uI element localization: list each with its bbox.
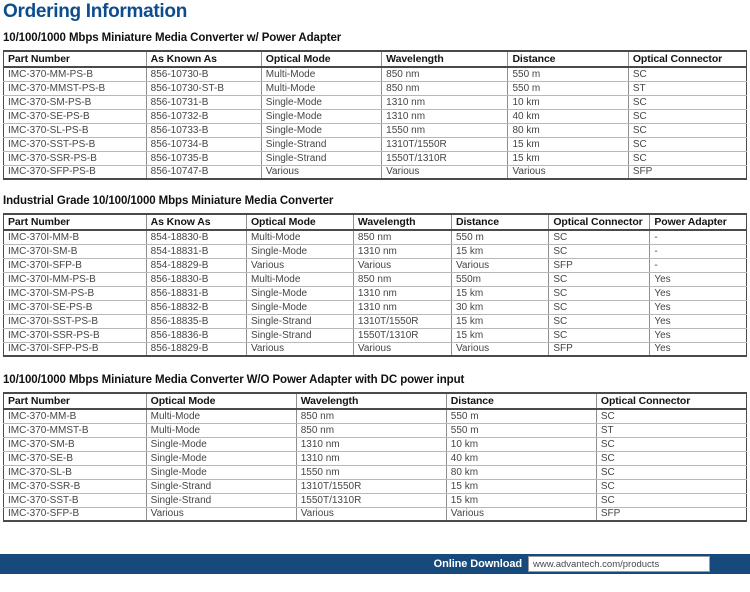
table-cell: SC: [596, 409, 746, 423]
table-cell: IMC-370-MM-B: [4, 409, 147, 423]
table-cell: 550 m: [451, 230, 548, 244]
table-cell: 850 nm: [296, 423, 446, 437]
table-row: [4, 493, 747, 507]
table-cell: 10 km: [446, 437, 596, 451]
table-cell: Single-Strand: [246, 328, 353, 342]
table-cell: 850 nm: [382, 81, 508, 95]
download-url-link[interactable]: www.advantech.com/products: [528, 556, 710, 572]
table-cell: Multi-Mode: [146, 409, 296, 423]
table-cell: Multi-Mode: [261, 67, 381, 81]
table-cell: 30 km: [451, 300, 548, 314]
column-header: Optical Mode: [261, 51, 381, 67]
table-cell: IMC-370I-SE-PS-B: [4, 300, 147, 314]
table-cell: IMC-370-MM-PS-B: [4, 67, 147, 81]
table-cell: Single-Strand: [261, 151, 381, 165]
table-cell: IMC-370-SM-B: [4, 437, 147, 451]
table-row: [4, 123, 747, 137]
table-cell: Single-Mode: [146, 451, 296, 465]
table-cell: Multi-Mode: [246, 272, 353, 286]
table-header: [4, 393, 747, 409]
table-cell: 1550 nm: [382, 123, 508, 137]
table-cell: 1550 nm: [296, 465, 446, 479]
header-row: [4, 393, 747, 409]
column-header: Wavelength: [296, 393, 446, 409]
table-cell: 550 m: [446, 423, 596, 437]
table-cell: Various: [446, 507, 596, 521]
table-cell: 850 nm: [353, 230, 451, 244]
table-cell: SC: [596, 437, 746, 451]
online-download-bar: [0, 554, 750, 574]
table-row: [4, 81, 747, 95]
table-cell: Various: [451, 342, 548, 356]
table-cell: 1550T/1310R: [353, 328, 451, 342]
table-row: [4, 437, 747, 451]
table-cell: 856-10735-B: [146, 151, 261, 165]
table-cell: IMC-370-SL-PS-B: [4, 123, 147, 137]
table-cell: SC: [628, 123, 746, 137]
table-cell: IMC-370I-MM-PS-B: [4, 272, 147, 286]
table-cell: IMC-370I-SM-B: [4, 244, 147, 258]
page-title: Ordering Information: [3, 1, 188, 22]
table-body: [4, 409, 747, 521]
table-cell: 856-10730-ST-B: [146, 81, 261, 95]
table-cell: SC: [628, 109, 746, 123]
table-row: [4, 165, 747, 179]
table-cell: 15 km: [508, 137, 628, 151]
table-body: [4, 230, 747, 356]
table-cell: IMC-370-MMST-B: [4, 423, 147, 437]
table-cell: 1310 nm: [353, 286, 451, 300]
table-cell: Various: [296, 507, 446, 521]
table-row: [4, 286, 747, 300]
section-heading: 10/100/1000 Mbps Miniature Media Converter w/ Power Adapter: [3, 32, 342, 44]
table-cell: 40 km: [446, 451, 596, 465]
ordering-table: [3, 392, 747, 522]
header-row: [4, 214, 747, 230]
table-cell: 854-18831-B: [146, 244, 246, 258]
ordering-table: [3, 213, 747, 357]
table-cell: 15 km: [451, 314, 548, 328]
table-cell: IMC-370-SE-PS-B: [4, 109, 147, 123]
table-row: [4, 409, 747, 423]
product-section: [3, 374, 747, 522]
table-cell: 1550T/1310R: [382, 151, 508, 165]
column-header: Optical Mode: [146, 393, 296, 409]
column-header: Part Number: [4, 51, 147, 67]
table-row: [4, 244, 747, 258]
table-cell: Various: [508, 165, 628, 179]
table-cell: 854-18829-B: [146, 258, 246, 272]
column-header: Distance: [451, 214, 548, 230]
table-cell: Various: [353, 258, 451, 272]
header-row: [4, 51, 747, 67]
table-row: [4, 507, 747, 521]
table-cell: Multi-Mode: [261, 81, 381, 95]
column-header: Optical Connector: [549, 214, 650, 230]
column-header: As Known As: [146, 51, 261, 67]
table-cell: Single-Mode: [146, 465, 296, 479]
table-cell: 15 km: [446, 479, 596, 493]
table-cell: 80 km: [508, 123, 628, 137]
column-header: Wavelength: [353, 214, 451, 230]
table-cell: Yes: [650, 300, 747, 314]
table-header: [4, 51, 747, 67]
table-cell: 1310 nm: [382, 109, 508, 123]
table-cell: 856-18835-B: [146, 314, 246, 328]
table-cell: IMC-370-SE-B: [4, 451, 147, 465]
table-cell: 1310T/1550R: [296, 479, 446, 493]
table-row: [4, 95, 747, 109]
table-row: [4, 109, 747, 123]
table-cell: SC: [549, 286, 650, 300]
table-cell: 15 km: [446, 493, 596, 507]
table-row: [4, 258, 747, 272]
table-cell: 550 m: [508, 67, 628, 81]
table-cell: Single-Strand: [261, 137, 381, 151]
product-section: [3, 195, 747, 357]
table-cell: SC: [628, 67, 746, 81]
table-cell: SC: [549, 230, 650, 244]
table-cell: 1310 nm: [296, 451, 446, 465]
online-download-label: Online Download: [433, 558, 522, 570]
table-cell: 15 km: [451, 244, 548, 258]
table-cell: 856-10733-B: [146, 123, 261, 137]
table-cell: IMC-370I-SFP-B: [4, 258, 147, 272]
table-row: [4, 465, 747, 479]
table-cell: IMC-370I-MM-B: [4, 230, 147, 244]
table-cell: -: [650, 230, 747, 244]
table-cell: SC: [596, 493, 746, 507]
table-cell: 850 nm: [296, 409, 446, 423]
table-cell: SC: [549, 328, 650, 342]
table-cell: 1310T/1550R: [382, 137, 508, 151]
sections-container: [0, 32, 750, 522]
product-section: [3, 32, 747, 180]
table-cell: 1310 nm: [382, 95, 508, 109]
table-cell: Multi-Mode: [146, 423, 296, 437]
table-cell: Single-Mode: [261, 109, 381, 123]
table-cell: 856-10747-B: [146, 165, 261, 179]
table-cell: Various: [353, 342, 451, 356]
table-cell: 550m: [451, 272, 548, 286]
table-cell: 856-10734-B: [146, 137, 261, 151]
table-cell: 856-10731-B: [146, 95, 261, 109]
table-header: [4, 214, 747, 230]
section-heading: Industrial Grade 10/100/1000 Mbps Miniature Media Converter: [3, 195, 334, 207]
table-cell: 40 km: [508, 109, 628, 123]
table-cell: IMC-370-MMST-PS-B: [4, 81, 147, 95]
table-cell: IMC-370I-SFP-PS-B: [4, 342, 147, 356]
column-header: Optical Connector: [628, 51, 746, 67]
table-cell: SC: [596, 465, 746, 479]
column-header: Part Number: [4, 393, 147, 409]
table-cell: -: [650, 258, 747, 272]
table-cell: 856-18832-B: [146, 300, 246, 314]
table-cell: Various: [451, 258, 548, 272]
table-cell: IMC-370-SFP-B: [4, 507, 147, 521]
table-cell: SC: [596, 451, 746, 465]
table-row: [4, 151, 747, 165]
table-cell: IMC-370-SST-B: [4, 493, 147, 507]
table-cell: SC: [549, 300, 650, 314]
table-cell: 1310 nm: [296, 437, 446, 451]
column-header: As Know As: [146, 214, 246, 230]
table-cell: 854-18830-B: [146, 230, 246, 244]
table-cell: SFP: [549, 342, 650, 356]
table-row: [4, 479, 747, 493]
table-cell: 15 km: [451, 286, 548, 300]
table-cell: Yes: [650, 328, 747, 342]
table-cell: SC: [596, 479, 746, 493]
table-cell: Yes: [650, 314, 747, 328]
table-cell: IMC-370I-SM-PS-B: [4, 286, 147, 300]
table-cell: 1310 nm: [353, 244, 451, 258]
table-row: [4, 342, 747, 356]
table-cell: Single-Strand: [146, 493, 296, 507]
table-cell: SFP: [549, 258, 650, 272]
column-header: Power Adapter: [650, 214, 747, 230]
table-body: [4, 67, 747, 179]
table-cell: IMC-370-SST-PS-B: [4, 137, 147, 151]
table-cell: SC: [628, 95, 746, 109]
column-header: Optical Mode: [246, 214, 353, 230]
table-cell: Various: [382, 165, 508, 179]
table-cell: 850 nm: [382, 67, 508, 81]
section-heading: 10/100/1000 Mbps Miniature Media Converter W/O Power Adapter with DC power input: [3, 374, 465, 386]
ordering-table: [3, 50, 747, 180]
table-cell: 856-18831-B: [146, 286, 246, 300]
table-cell: 850 nm: [353, 272, 451, 286]
table-cell: SFP: [600, 508, 621, 520]
table-cell: Yes: [650, 286, 747, 300]
table-cell: Various: [246, 342, 353, 356]
table-cell: 856-10732-B: [146, 109, 261, 123]
table-cell: 550 m: [446, 409, 596, 423]
table-row: [4, 137, 747, 151]
table-cell: 856-18830-B: [146, 272, 246, 286]
table-cell: Single-Strand: [146, 479, 296, 493]
column-header: Optical Connector: [596, 393, 746, 409]
table-row: [4, 272, 747, 286]
table-cell: ST: [596, 423, 746, 437]
table-cell: IMC-370-SSR-PS-B: [4, 151, 147, 165]
table-cell: SC: [628, 151, 746, 165]
table-cell: 1310 nm: [353, 300, 451, 314]
table-cell: Various: [246, 258, 353, 272]
table-cell: IMC-370-SFP-PS-B: [4, 165, 147, 179]
table-cell: 1310T/1550R: [353, 314, 451, 328]
table-cell: Multi-Mode: [246, 230, 353, 244]
table-cell: Single-Mode: [246, 244, 353, 258]
table-cell: 856-18829-B: [146, 342, 246, 356]
table-row: [4, 314, 747, 328]
table-cell: Single-Strand: [246, 314, 353, 328]
table-row: [4, 328, 747, 342]
table-cell: Single-Mode: [146, 437, 296, 451]
table-cell: SC: [549, 272, 650, 286]
table-cell: IMC-370-SM-PS-B: [4, 95, 147, 109]
table-cell: Yes: [654, 343, 671, 355]
table-cell: 15 km: [451, 328, 548, 342]
table-cell: SFP: [632, 166, 653, 178]
table-cell: 856-10730-B: [146, 67, 261, 81]
table-cell: 550 m: [508, 81, 628, 95]
table-cell: Single-Mode: [261, 95, 381, 109]
table-cell: SC: [549, 314, 650, 328]
table-cell: 10 km: [508, 95, 628, 109]
table-row: [4, 67, 747, 81]
table-cell: IMC-370-SL-B: [4, 465, 147, 479]
table-cell: 1550T/1310R: [296, 493, 446, 507]
table-cell: 856-18836-B: [146, 328, 246, 342]
table-cell: IMC-370-SSR-B: [4, 479, 147, 493]
datasheet-page: [0, 1, 750, 592]
table-row: [4, 300, 747, 314]
table-cell: Single-Mode: [246, 300, 353, 314]
table-cell: Single-Mode: [261, 123, 381, 137]
column-header: Distance: [508, 51, 628, 67]
table-cell: IMC-370I-SST-PS-B: [4, 314, 147, 328]
column-header: Part Number: [4, 214, 147, 230]
table-cell: ST: [628, 81, 746, 95]
table-cell: Single-Mode: [246, 286, 353, 300]
table-cell: Yes: [650, 272, 747, 286]
column-header: Wavelength: [382, 51, 508, 67]
table-cell: IMC-370I-SSR-PS-B: [4, 328, 147, 342]
table-cell: SC: [549, 244, 650, 258]
table-cell: Various: [261, 165, 381, 179]
table-row: [4, 451, 747, 465]
table-cell: -: [650, 244, 747, 258]
table-row: [4, 230, 747, 244]
table-cell: Various: [146, 507, 296, 521]
table-cell: 15 km: [508, 151, 628, 165]
table-row: [4, 423, 747, 437]
table-cell: 80 km: [446, 465, 596, 479]
table-cell: SC: [628, 137, 746, 151]
column-header: Distance: [446, 393, 596, 409]
